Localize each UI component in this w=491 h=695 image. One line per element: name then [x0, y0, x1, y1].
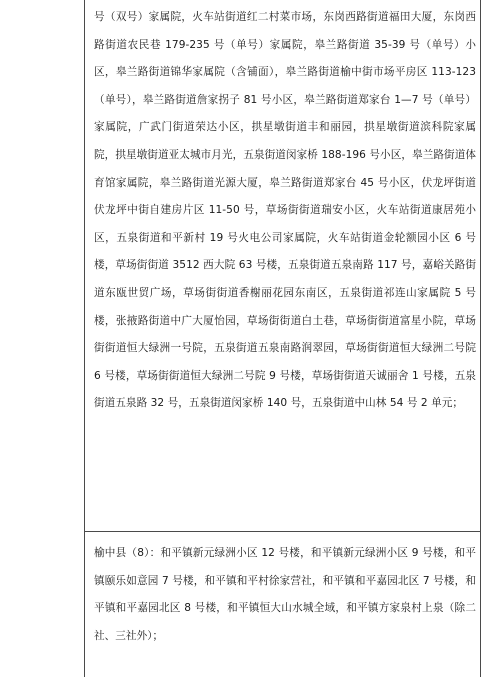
table-row-divider — [84, 531, 481, 532]
table-column-divider — [84, 0, 85, 677]
table-right-border — [480, 0, 481, 677]
yuzhong-county-paragraph: 榆中县（8）：和平镇新元绿洲小区 12 号楼，和平镇新元绿洲小区 9 号楼，和平镇颐乐如意园 7 号楼，和平镇和平村徐家营社，和平镇和平嘉园北区 7 号楼，和平镇和平嘉园北区 8 号楼，和平镇恒大山水城全域，和平镇方家泉村上泉（除二社、三社外）； — [94, 547, 476, 642]
district-list-paragraph: 号（双号）家属院，火车站街道红二村菜市场，东岗西路街道福田大厦，东岗西路街道农民巷 179-235 号（单号）家属院，皋兰路街道 35-39 号（单号）小区，皋兰路街道锦华家属院（含铺面），皋兰路街道榆中街市场平房区 113-123（单号），皋兰路街道詹家拐子 81 号小区，皋兰路街道郑家台 1—7 号（单号）家属院，广武门街道荣达小区，拱星墩街道丰和丽园，拱星墩街道滨科院家属院，拱星墩街道亚太城市月光，五泉街道闵家桥 188-196 号小区，皋兰路街道体育馆家属院，皋兰路街道光源大厦，皋兰路街道郑家台 45 号小区，伏龙坪街道伏龙坪中街自建房片区 11-50 号，草场街街道瑞安小区，火车站街道康居苑小区，五泉街道和平新村 19 号火电公司家属院，火车站街道金轮额园小区 6 号楼，草场街街道 3512 西大院 63 号楼，五泉街道五泉南路 117 号，嘉峪关路街道东瓯世贸广场，草场街街道香榭丽花园东南区，五泉街道祁连山家属院 5 号楼，张掖路街道中广大厦怡园，草场街街道白土巷，草场街街道富星小院，草场街街道恒大绿洲一号院，五泉街道五泉南路润翠园，草场街街道恒大绿洲二号院 6 号楼，草场街街道恒大绿洲二号院 9 号楼，草场街街道天诚丽舍 1 号楼，五泉街道五泉路 32 号，五泉街道闵家桥 140 号，五泉街道中山林 54 号 2 单元； — [94, 11, 476, 410]
